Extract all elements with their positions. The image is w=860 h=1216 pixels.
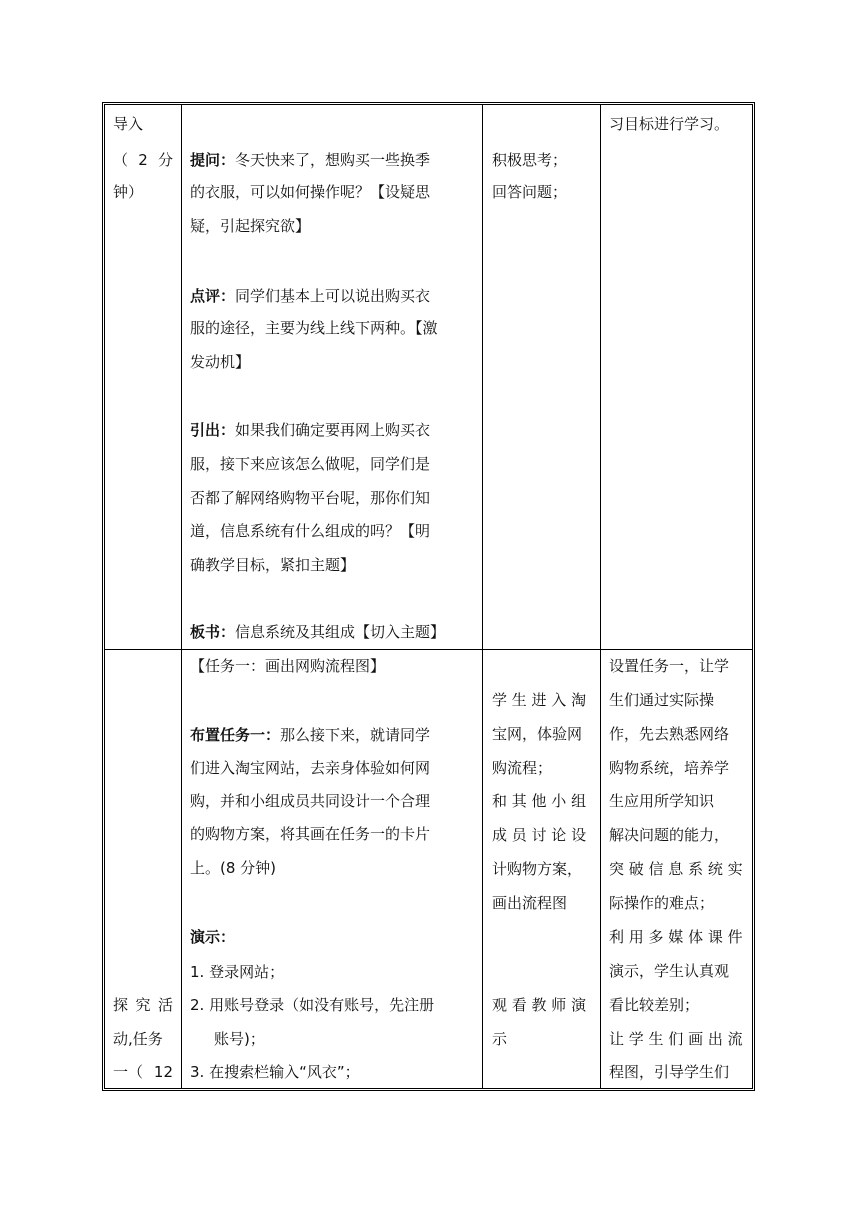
design-intent-line: 让 学 生 们 画 出 流: [609, 1030, 743, 1048]
demo-step: 2. 用账号登录（如没有账号，先注册: [190, 996, 435, 1014]
student-activity-line: 宝网，体验网: [492, 725, 583, 743]
teacher-activity-line: 的购物方案，将其画在任务一的卡片: [190, 825, 431, 843]
design-intent-line: 际操作的难点；: [609, 894, 715, 912]
design-intent-line: 作，先去熟悉网络: [609, 725, 730, 743]
student-activity-line: 示: [492, 1030, 508, 1048]
student-activity-line: 观 看 教 师 演: [492, 996, 587, 1014]
demo-step: 1. 登录网站；: [190, 963, 285, 981]
student-activity-line: 画出流程图: [492, 894, 568, 912]
teacher-activity-line: 服的途径，主要为线上线下两种。【激: [190, 319, 438, 337]
design-intent-line: 演示，学生认真观: [609, 962, 730, 980]
student-activity-line: 回答问题；: [492, 183, 568, 201]
student-activity-line: 积极思考；: [492, 151, 568, 169]
stage-label: 探 究 活: [113, 996, 173, 1014]
teacher-activity-line: 板书：信息系统及其组成【切入主题】: [190, 623, 446, 641]
design-intent-line: 突 破 信 息 系 统 实: [609, 860, 743, 878]
demo-step: 账号)；: [214, 1030, 265, 1048]
teacher-activity-line: 们进入淘宝网站，去亲身体验如何网: [190, 759, 431, 777]
teacher-activity-line: 引出：如果我们确定要再网上购买衣: [190, 421, 431, 439]
stage-duration: 钟）: [113, 183, 144, 201]
teacher-activity-line: 上。(8 分钟): [190, 859, 277, 877]
column-divider: [181, 105, 182, 1088]
column-divider: [600, 105, 601, 1088]
teacher-activity-line: 的衣服，可以如何操作呢？【设疑思: [190, 183, 431, 201]
student-activity-line: 和 其 他 小 组: [492, 792, 587, 810]
design-intent-line: 购物系统，培养学: [609, 759, 730, 777]
teacher-activity-line: 确教学目标，紧扣主题】: [190, 556, 356, 574]
column-divider: [482, 105, 483, 1088]
demo-step: 3. 在搜索栏输入“风衣”；: [190, 1063, 360, 1081]
teacher-activity-line: 否都了解网络购物平台呢，那你们知: [190, 489, 431, 507]
design-intent-line: 利 用 多 媒 体 课 件: [609, 928, 743, 946]
task-title: 【任务一：画出网购流程图】: [190, 657, 386, 675]
stage-label: 导入: [113, 115, 144, 133]
design-intent-line: 习目标进行学习。: [609, 115, 730, 133]
student-activity-line: 学 生 进 入 淘: [492, 691, 587, 709]
student-activity-line: 购流程；: [492, 759, 553, 777]
stage-label: 动,任务: [113, 1030, 163, 1048]
design-intent-line: 看比较差别；: [609, 996, 700, 1014]
design-intent-line: 设置任务一，让学: [609, 657, 730, 675]
teacher-activity-line: 布置任务一：那么接下来，就请同学: [190, 726, 431, 744]
design-intent-line: 生应用所学知识: [609, 792, 715, 810]
teacher-activity-line: 提问：冬天快来了，想购买一些换季: [190, 151, 431, 169]
design-intent-line: 程图，引导学生们: [609, 1063, 730, 1081]
teacher-activity-line: 疑，引起探究欲】: [190, 217, 311, 235]
student-activity-line: 成 员 讨 论 设: [492, 826, 587, 844]
stage-duration: 一（ 12: [113, 1063, 173, 1081]
student-activity-line: 计购物方案，: [492, 860, 583, 878]
design-intent-line: 生们通过实际操: [609, 691, 715, 709]
teacher-activity-line: 道，信息系统有什么组成的吗？【明: [190, 522, 431, 540]
demo-heading: 演示：: [190, 928, 236, 946]
teacher-activity-line: 发动机】: [190, 353, 251, 371]
teacher-activity-line: 购，并和小组成员共同设计一个合理: [190, 792, 431, 810]
stage-duration: （ 2 分: [113, 151, 173, 169]
teacher-activity-line: 服，接下来应该怎么做呢，同学们是: [190, 455, 431, 473]
teacher-activity-line: 点评：同学们基本上可以说出购买衣: [190, 287, 431, 305]
row-divider: [105, 649, 752, 650]
design-intent-line: 解决问题的能力，: [609, 826, 730, 844]
